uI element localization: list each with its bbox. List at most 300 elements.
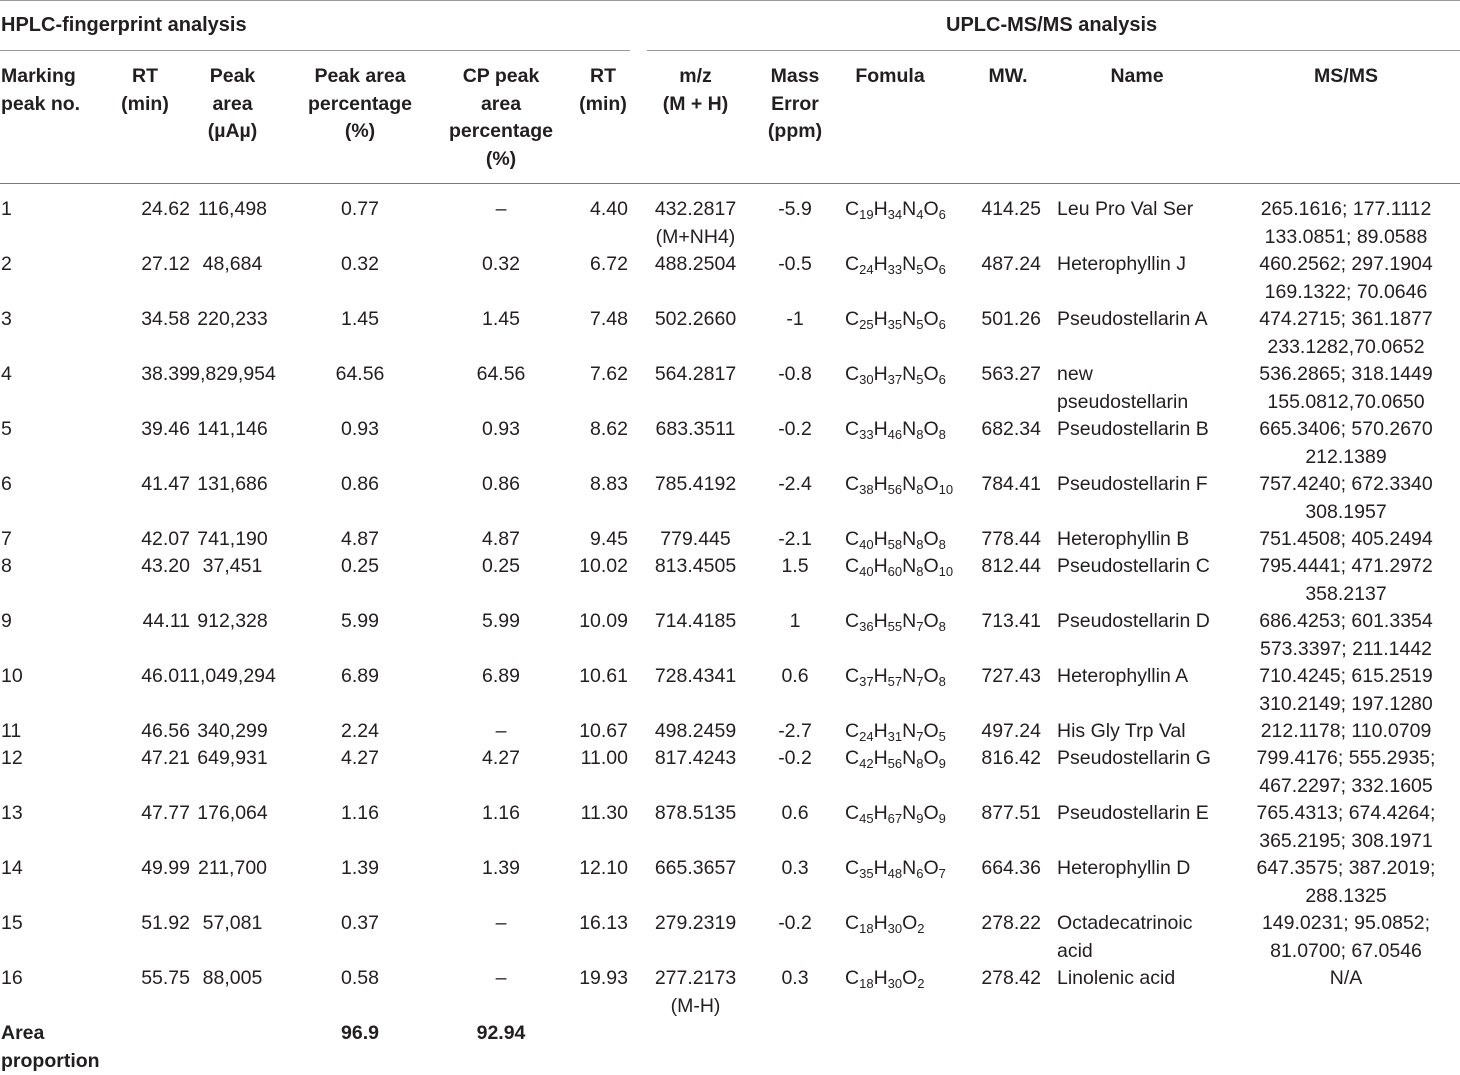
formula-count: 35 [859, 866, 873, 881]
cell-peak-no: 2 [1, 251, 111, 279]
footer-cp-pct: 92.94 [440, 1020, 562, 1048]
header-line: Mass [760, 63, 830, 91]
cell-rt2: 9.45 [560, 526, 628, 554]
cell-name-line: Heterophyllin B [1057, 526, 1227, 554]
formula-element: C [845, 747, 859, 769]
header-line: m/z [643, 63, 748, 91]
formula-element: C [845, 473, 859, 495]
cell-name-line: Pseudostellarin A [1057, 306, 1227, 334]
formula-element: O [923, 857, 938, 879]
formula-count: 67 [888, 811, 902, 826]
cell-mz-line: 683.3511 [643, 416, 748, 444]
cell-name [1057, 196, 1227, 224]
cell-formula [845, 663, 975, 691]
cell-peak-area: 131,686 [175, 471, 290, 499]
cell-mz-line: 279.2319 [643, 910, 748, 938]
formula-count: 8 [939, 537, 946, 552]
cell-rt: 46.01 [100, 663, 190, 691]
header-line: RT [100, 63, 190, 91]
cell-rt2: 10.02 [560, 553, 628, 581]
cell-name [1057, 416, 1227, 444]
cell-msms-line: 573.3397; 211.1442 [1232, 636, 1460, 664]
formula-count: 18 [859, 976, 873, 991]
cell-cp-pct: – [440, 196, 562, 224]
cell-msms-line: 149.0231; 95.0852; [1232, 910, 1460, 938]
cell-mz-line: 785.4192 [643, 471, 748, 499]
cell-name-line: Heterophyllin J [1057, 251, 1227, 279]
cell-name-line: Leu Pro Val Ser [1057, 196, 1227, 224]
formula-count: 7 [916, 674, 923, 689]
formula-count: 30 [859, 372, 873, 387]
formula-element: C [845, 802, 859, 824]
header-name [1057, 63, 1217, 91]
header-formula [845, 63, 935, 91]
formula-count: 10 [939, 564, 953, 579]
formula-count: 45 [859, 811, 873, 826]
header-msms [1232, 63, 1460, 91]
formula-element: H [874, 665, 888, 687]
cell-name [1057, 251, 1227, 279]
cell-name [1057, 361, 1227, 416]
cell-msms-line: 265.1616; 177.1112 [1232, 196, 1460, 224]
cell-msms-line: 665.3406; 570.2670 [1232, 416, 1460, 444]
cell-msms [1232, 526, 1460, 554]
cell-formula [845, 718, 975, 746]
formula-element: N [902, 802, 916, 824]
cell-formula [845, 910, 975, 938]
formula-count: 5 [939, 729, 946, 744]
cell-rt: 34.58 [100, 306, 190, 334]
cell-mw: 778.44 [975, 526, 1041, 554]
cell-mz [643, 526, 748, 554]
formula-count: 2 [917, 976, 924, 991]
cell-peak-pct: 2.24 [295, 718, 425, 746]
cell-peak-area: 211,700 [175, 855, 290, 883]
formula-count: 24 [859, 262, 873, 277]
formula-count: 6 [939, 372, 946, 387]
cell-mass-error: 0.3 [760, 855, 830, 883]
header-cp-peak-area-pct [440, 63, 562, 173]
cell-mz-line: 728.4341 [643, 663, 748, 691]
cell-rt: 49.99 [100, 855, 190, 883]
cell-cp-pct: – [440, 910, 562, 938]
cell-mz [643, 663, 748, 691]
cell-msms-line: 365.2195; 308.1971 [1232, 828, 1460, 856]
cell-peak-area: 57,081 [175, 910, 290, 938]
cell-mass-error: 0.6 [760, 663, 830, 691]
formula-element: O [923, 528, 938, 550]
cell-peak-no: 5 [1, 416, 111, 444]
header-line: percentage [295, 91, 425, 119]
formula-element: H [874, 528, 888, 550]
cell-msms-line: 536.2865; 318.1449 [1232, 361, 1460, 389]
formula-element: O [902, 967, 917, 989]
formula-element: O [923, 610, 938, 632]
formula-count: 8 [916, 427, 923, 442]
cell-name [1057, 553, 1227, 581]
cell-rt2: 10.09 [560, 608, 628, 636]
cell-peak-no: 14 [1, 855, 111, 883]
cell-mass-error: -2.7 [760, 718, 830, 746]
cell-peak-pct: 1.45 [295, 306, 425, 334]
group-rule-hplc [0, 50, 630, 51]
formula-element: C [845, 555, 859, 577]
header-line: Peak [175, 63, 290, 91]
header-peak-area-pct [295, 63, 425, 146]
cell-name-line: His Gly Trp Val [1057, 718, 1227, 746]
cell-msms-line: 751.4508; 405.2494 [1232, 526, 1460, 554]
cell-mass-error: -2.1 [760, 526, 830, 554]
cell-name [1057, 608, 1227, 636]
formula-element: C [845, 363, 859, 385]
cell-rt: 38.39 [100, 361, 190, 389]
cell-mw: 713.41 [975, 608, 1041, 636]
cell-formula [845, 745, 975, 773]
header-line: Name [1057, 63, 1217, 91]
cell-name-line: Linolenic acid [1057, 965, 1227, 993]
cell-mz [643, 306, 748, 334]
formula-element: O [923, 308, 938, 330]
cell-rt2: 10.61 [560, 663, 628, 691]
formula-element: N [902, 473, 916, 495]
cell-mass-error: -0.2 [760, 745, 830, 773]
cell-msms-line: 467.2297; 332.1605 [1232, 773, 1460, 801]
formula-count: 2 [917, 921, 924, 936]
cell-cp-pct: – [440, 718, 562, 746]
header-line: (min) [560, 91, 646, 119]
cell-mz [643, 608, 748, 636]
cell-peak-area: 1,049,294 [175, 663, 290, 691]
cell-msms-line: 799.4176; 555.2935; [1232, 745, 1460, 773]
cell-cp-pct: 0.86 [440, 471, 562, 499]
formula-count: 19 [859, 207, 873, 222]
formula-count: 8 [916, 537, 923, 552]
cell-mz [643, 855, 748, 883]
cell-peak-pct: 64.56 [295, 361, 425, 389]
cell-peak-area: 116,498 [175, 196, 290, 224]
footer-peak-pct: 96.9 [295, 1020, 425, 1048]
header-line: area [175, 91, 290, 119]
cell-name-line: Octadecatrinoic [1057, 910, 1227, 938]
cell-mass-error: 0.6 [760, 800, 830, 828]
cell-peak-no: 16 [1, 965, 111, 993]
formula-count: 10 [939, 482, 953, 497]
cell-rt: 43.20 [100, 553, 190, 581]
cell-mw: 784.41 [975, 471, 1041, 499]
cell-peak-area: 649,931 [175, 745, 290, 773]
cell-msms-line: 358.2137 [1232, 581, 1460, 609]
cell-rt2: 12.10 [560, 855, 628, 883]
formula-element: H [874, 363, 888, 385]
cell-msms-line: 288.1325 [1232, 883, 1460, 911]
cell-msms-line: 795.4441; 471.2972 [1232, 553, 1460, 581]
formula-element: H [874, 802, 888, 824]
cell-name [1057, 910, 1227, 965]
formula-element: O [923, 802, 938, 824]
formula-count: 8 [939, 427, 946, 442]
formula-element: H [874, 610, 888, 632]
cell-rt: 47.77 [100, 800, 190, 828]
header-line: (%) [440, 146, 562, 174]
cell-peak-no: 12 [1, 745, 111, 773]
cell-mz [643, 965, 748, 1020]
cell-mw: 278.42 [975, 965, 1041, 993]
cell-msms [1232, 965, 1460, 993]
formula-element: O [923, 665, 938, 687]
formula-element: C [845, 857, 859, 879]
cell-peak-no: 4 [1, 361, 111, 389]
cell-peak-area: 48,684 [175, 251, 290, 279]
cell-cp-pct: 5.99 [440, 608, 562, 636]
cell-mz-line: 714.4185 [643, 608, 748, 636]
cell-rt: 27.12 [100, 251, 190, 279]
cell-msms-line: 308.1957 [1232, 499, 1460, 527]
cell-cp-pct: 0.32 [440, 251, 562, 279]
cell-peak-no: 15 [1, 910, 111, 938]
cell-mz-line: 779.445 [643, 526, 748, 554]
formula-count: 8 [916, 756, 923, 771]
cell-mz [643, 718, 748, 746]
cell-peak-no: 3 [1, 306, 111, 334]
cell-peak-pct: 1.16 [295, 800, 425, 828]
cell-rt2: 7.62 [560, 361, 628, 389]
cell-formula [845, 251, 975, 279]
formula-count: 57 [888, 674, 902, 689]
cell-name-line: new [1057, 361, 1227, 389]
cell-mz [643, 553, 748, 581]
cell-msms [1232, 416, 1460, 471]
header-mass-error [760, 63, 830, 146]
cell-formula [845, 800, 975, 828]
cell-formula [845, 306, 975, 334]
cell-mw: 877.51 [975, 800, 1041, 828]
cell-msms-line: 310.2149; 197.1280 [1232, 691, 1460, 719]
formula-count: 7 [916, 619, 923, 634]
cell-peak-area: 340,299 [175, 718, 290, 746]
cell-rt: 41.47 [100, 471, 190, 499]
cell-peak-area: 176,064 [175, 800, 290, 828]
cell-rt: 46.56 [100, 718, 190, 746]
cell-formula [845, 965, 975, 993]
header-line: peak no. [1, 91, 111, 119]
cell-peak-pct: 0.93 [295, 416, 425, 444]
cell-rt: 47.21 [100, 745, 190, 773]
cell-rt2: 7.48 [560, 306, 628, 334]
formula-count: 40 [859, 564, 873, 579]
formula-count: 60 [888, 564, 902, 579]
cell-mass-error: 0.3 [760, 965, 830, 993]
cell-mz-line: 813.4505 [643, 553, 748, 581]
formula-element: H [874, 253, 888, 275]
cell-msms [1232, 800, 1460, 855]
formula-element: H [874, 198, 888, 220]
cell-mw: 278.22 [975, 910, 1041, 938]
header-mz [643, 63, 748, 118]
formula-count: 7 [916, 729, 923, 744]
cell-peak-pct: 0.58 [295, 965, 425, 993]
cell-name-line: Pseudostellarin E [1057, 800, 1227, 828]
cell-mz-line: 432.2817 [643, 196, 748, 224]
formula-element: C [845, 912, 859, 934]
formula-element: N [902, 610, 916, 632]
formula-count: 42 [859, 756, 873, 771]
cell-msms [1232, 471, 1460, 526]
cell-msms-line: 757.4240; 672.3340 [1232, 471, 1460, 499]
formula-element: O [923, 473, 938, 495]
cell-mw: 497.24 [975, 718, 1041, 746]
cell-name [1057, 855, 1227, 883]
header-line: (%) [295, 118, 425, 146]
formula-element: O [923, 418, 938, 440]
cell-mass-error: 1 [760, 608, 830, 636]
cell-msms-line: 212.1178; 110.0709 [1232, 718, 1460, 746]
formula-element: N [902, 363, 916, 385]
cell-cp-pct: 6.89 [440, 663, 562, 691]
cell-peak-pct: 6.89 [295, 663, 425, 691]
cell-cp-pct: 4.87 [440, 526, 562, 554]
cell-mz-line: 488.2504 [643, 251, 748, 279]
formula-count: 25 [859, 317, 873, 332]
cell-peak-pct: 0.86 [295, 471, 425, 499]
cell-msms-line: 460.2562; 297.1904 [1232, 251, 1460, 279]
cell-mass-error: -0.2 [760, 910, 830, 938]
formula-count: 6 [916, 866, 923, 881]
header-marking-peak-no [1, 63, 111, 118]
header-rule [0, 183, 1460, 184]
cell-mz-line: (M+NH4) [643, 224, 748, 252]
cell-mass-error: -0.2 [760, 416, 830, 444]
formula-element: C [845, 665, 859, 687]
cell-peak-no: 9 [1, 608, 111, 636]
cell-peak-no: 8 [1, 553, 111, 581]
formula-count: 30 [888, 976, 902, 991]
cell-peak-no: 10 [1, 663, 111, 691]
cell-rt2: 6.72 [560, 251, 628, 279]
cell-mw: 487.24 [975, 251, 1041, 279]
cell-msms [1232, 196, 1460, 251]
formula-count: 9 [916, 811, 923, 826]
cell-mz-line: 502.2660 [643, 306, 748, 334]
formula-count: 9 [939, 811, 946, 826]
cell-rt2: 19.93 [560, 965, 628, 993]
formula-element: H [874, 555, 888, 577]
formula-count: 8 [916, 482, 923, 497]
cell-cp-pct: 0.93 [440, 416, 562, 444]
formula-count: 8 [939, 619, 946, 634]
formula-element: O [923, 253, 938, 275]
cell-cp-pct: 64.56 [440, 361, 562, 389]
formula-element: C [845, 720, 859, 742]
formula-count: 37 [888, 372, 902, 387]
cell-rt2: 16.13 [560, 910, 628, 938]
formula-count: 5 [916, 372, 923, 387]
cell-msms [1232, 718, 1460, 746]
cell-mw: 727.43 [975, 663, 1041, 691]
footer-label-line: proportion [1, 1048, 121, 1075]
formula-count: 34 [888, 207, 902, 222]
cell-rt2: 8.62 [560, 416, 628, 444]
cell-msms-line: 212.1389 [1232, 444, 1460, 472]
cell-name-line: Heterophyllin D [1057, 855, 1227, 883]
formula-element: O [923, 363, 938, 385]
cell-msms-line: 233.1282,70.0652 [1232, 334, 1460, 362]
formula-count: 6 [939, 207, 946, 222]
cell-name [1057, 663, 1227, 691]
cell-name-line: Pseudostellarin D [1057, 608, 1227, 636]
formula-count: 56 [888, 756, 902, 771]
cell-rt: 39.46 [100, 416, 190, 444]
cell-cp-pct: 1.45 [440, 306, 562, 334]
cell-msms-line: 765.4313; 674.4264; [1232, 800, 1460, 828]
cell-mw: 682.34 [975, 416, 1041, 444]
header-line: MW. [975, 63, 1041, 91]
header-line: Peak area [295, 63, 425, 91]
formula-element: O [923, 198, 938, 220]
header-peak-area [175, 63, 290, 146]
cell-name [1057, 745, 1227, 773]
formula-element: C [845, 528, 859, 550]
formula-count: 30 [888, 921, 902, 936]
header-rt2 [560, 63, 646, 118]
formula-element: H [874, 747, 888, 769]
cell-mz [643, 800, 748, 828]
group-title-uplc: UPLC-MS/MS analysis [946, 14, 1157, 37]
cell-name [1057, 965, 1227, 993]
formula-count: 56 [888, 482, 902, 497]
header-line: percentage [440, 118, 562, 146]
top-rule [0, 0, 1460, 1]
cell-mass-error: -5.9 [760, 196, 830, 224]
formula-element: N [902, 308, 916, 330]
cell-name-line: Pseudostellarin B [1057, 416, 1227, 444]
cell-mz-line: 498.2459 [643, 718, 748, 746]
cell-msms-line: 133.0851; 89.0588 [1232, 224, 1460, 252]
cell-rt: 44.11 [100, 608, 190, 636]
formula-count: 4 [916, 207, 923, 222]
cell-name-line: pseudostellarin [1057, 389, 1227, 417]
header-line: Fomula [845, 63, 935, 91]
cell-mz [643, 416, 748, 444]
formula-count: 38 [859, 482, 873, 497]
formula-element: N [902, 720, 916, 742]
formula-count: 31 [888, 729, 902, 744]
cell-msms [1232, 608, 1460, 663]
formula-element: N [902, 665, 916, 687]
formula-element: H [874, 967, 888, 989]
cell-name [1057, 718, 1227, 746]
header-line: (M + H) [643, 91, 748, 119]
cell-peak-area: 141,146 [175, 416, 290, 444]
formula-element: N [902, 253, 916, 275]
cell-cp-pct: 1.39 [440, 855, 562, 883]
formula-element: O [902, 912, 917, 934]
cell-rt: 42.07 [100, 526, 190, 554]
formula-count: 24 [859, 729, 873, 744]
formula-count: 6 [939, 262, 946, 277]
cell-rt: 55.75 [100, 965, 190, 993]
formula-count: 48 [888, 866, 902, 881]
formula-count: 36 [859, 619, 873, 634]
cell-rt2: 4.40 [560, 196, 628, 224]
cell-peak-area: 741,190 [175, 526, 290, 554]
cell-msms [1232, 251, 1460, 306]
cell-msms-line: 155.0812,70.0650 [1232, 389, 1460, 417]
cell-mass-error: -0.5 [760, 251, 830, 279]
cell-peak-no: 13 [1, 800, 111, 828]
formula-element: H [874, 473, 888, 495]
cell-mw: 563.27 [975, 361, 1041, 389]
header-line: RT [560, 63, 646, 91]
